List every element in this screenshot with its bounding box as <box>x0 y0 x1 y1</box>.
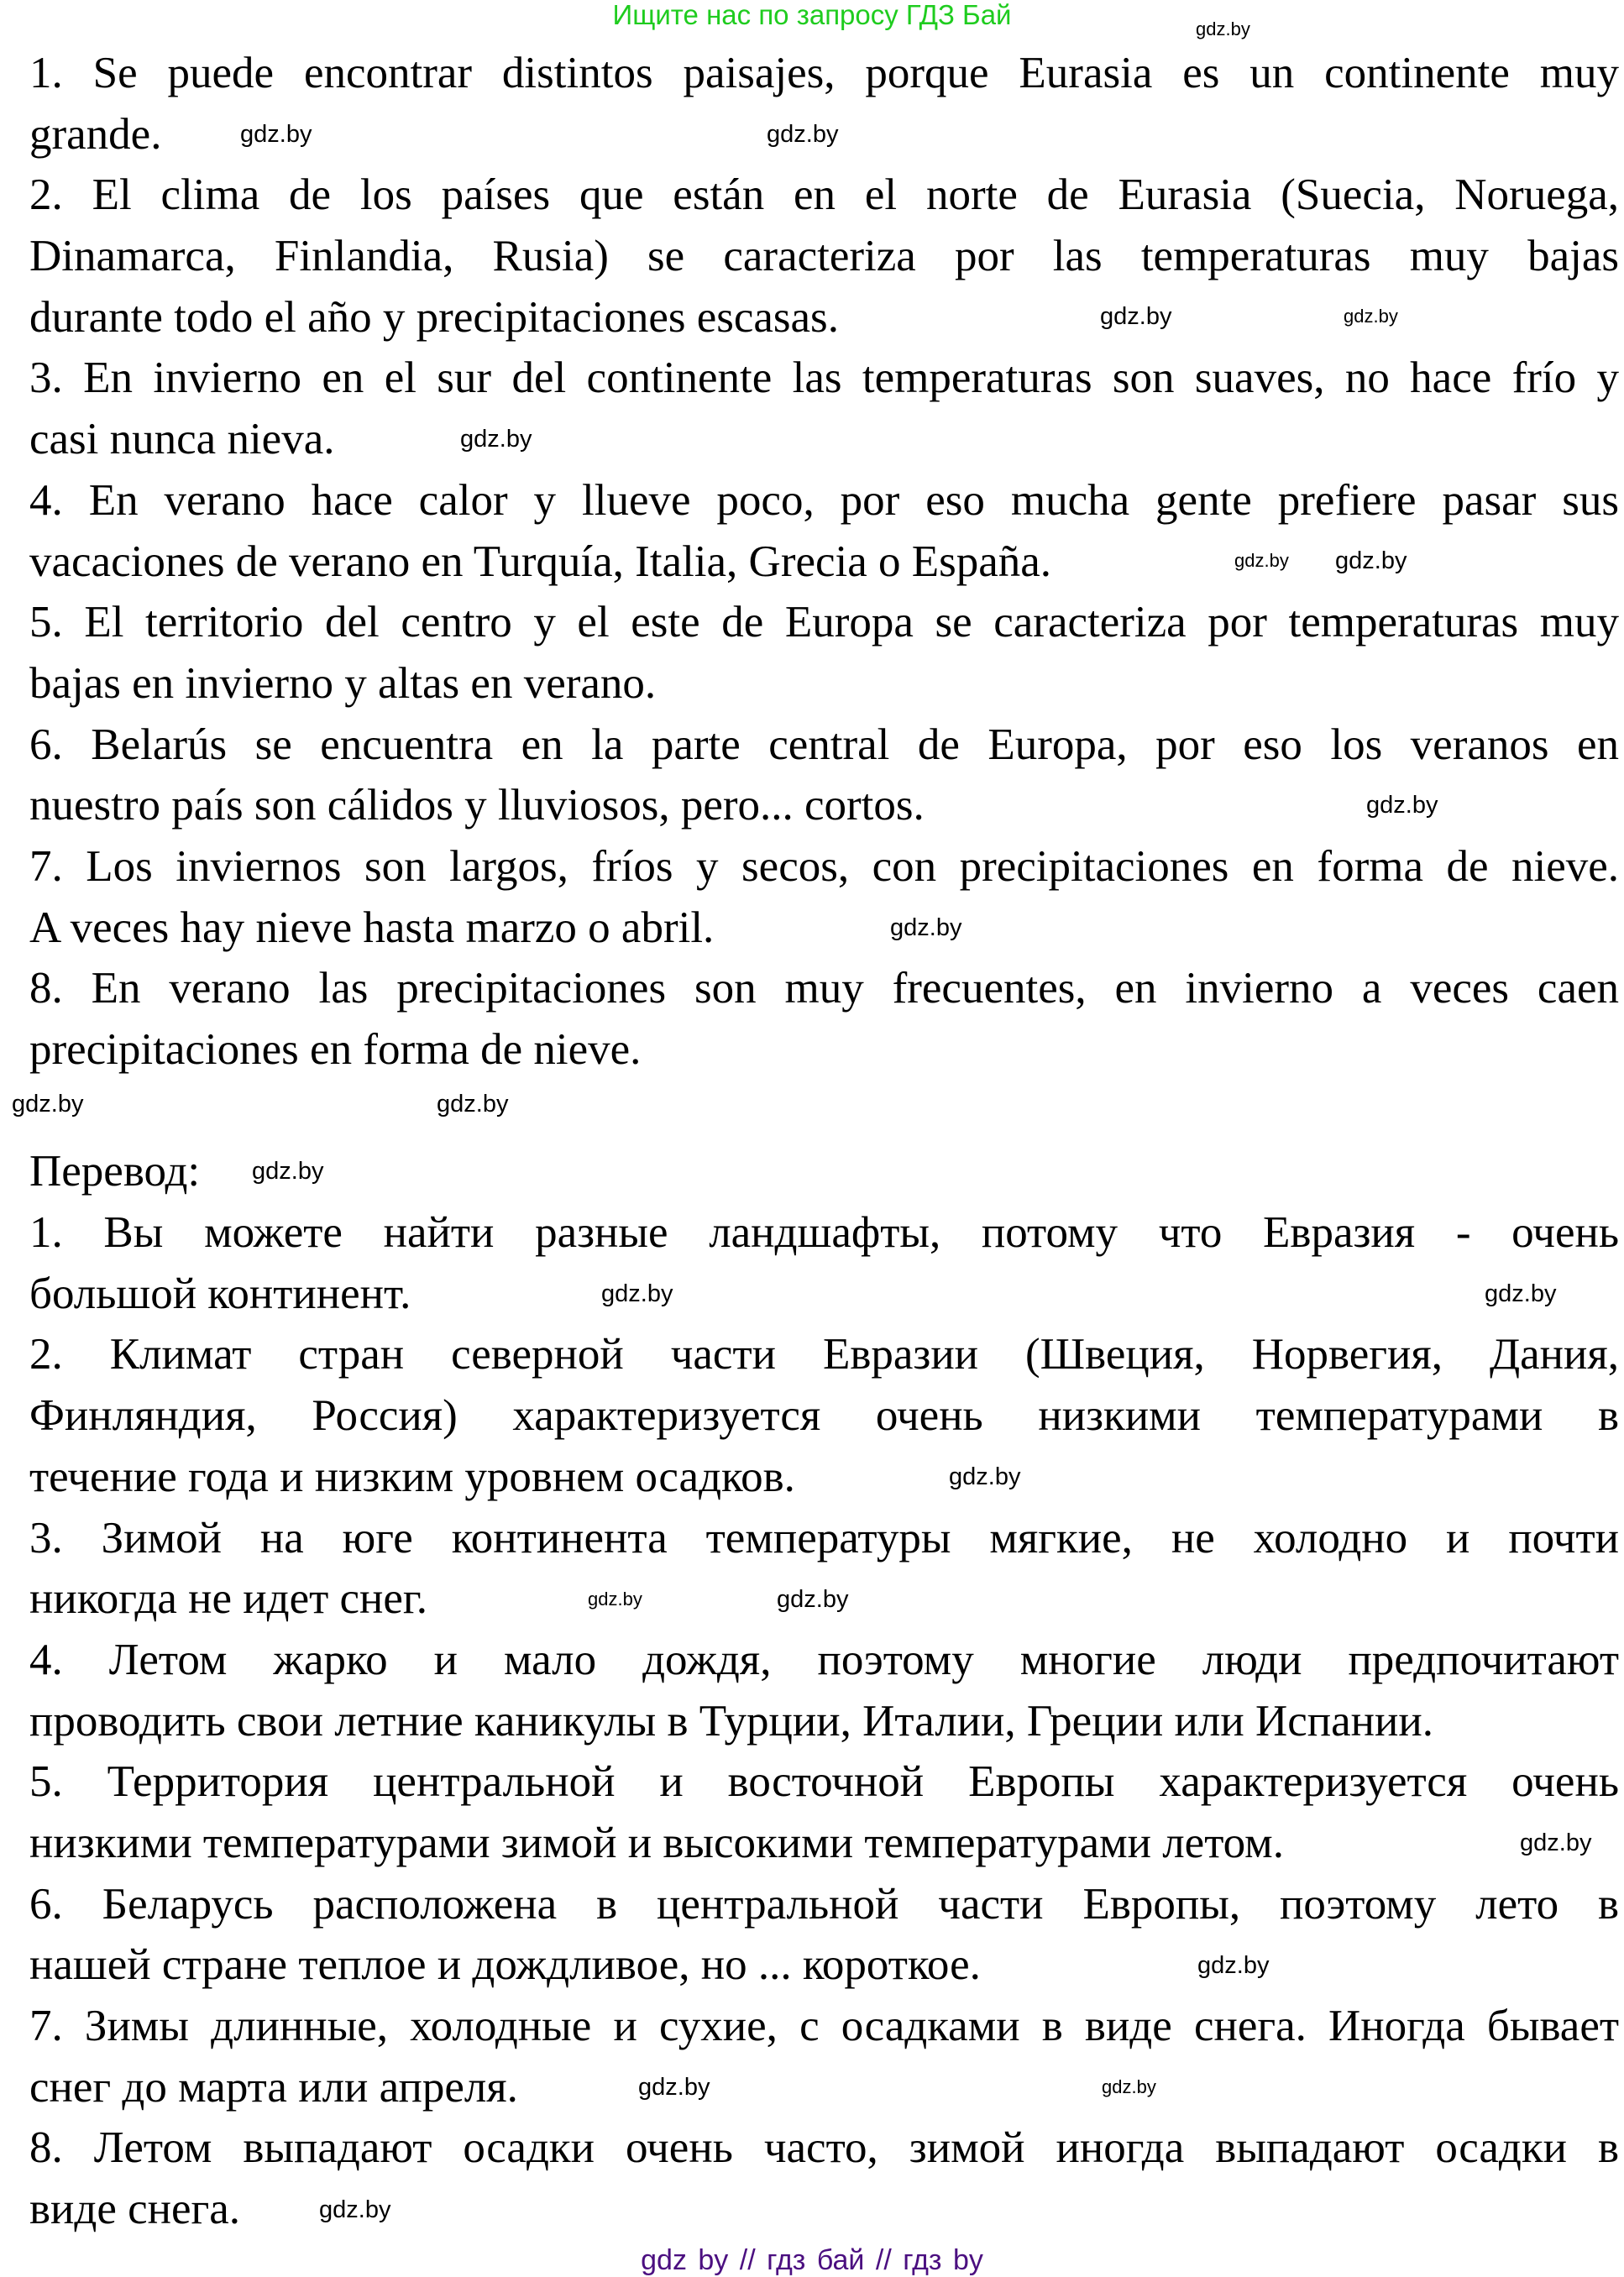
spanish-answer-line: 7. Los inviernos son largos, fríos y secos, con precipitaciones en forma de nieve. <box>29 841 1619 891</box>
spanish-answer-line: 1. Se puede encontrar distintos paisajes, porque Eurasia es un continente muy <box>29 49 1619 97</box>
watermark: gdz.by <box>1197 1952 1270 1979</box>
translation-heading: Перевод: <box>29 1147 201 1196</box>
spanish-answer-line: precipitaciones en forma de nieve. <box>29 1025 642 1074</box>
russian-translation-line: 5. Территория центральной и восточной Европы характеризуется очень <box>29 1757 1619 1807</box>
document-body <box>29 43 1619 2240</box>
spacer <box>29 1081 1619 1142</box>
spanish-answer-line: vacaciones de verano en Turquía, Italia, Grecia o España. <box>29 537 1052 586</box>
watermark: gdz.by <box>240 121 312 148</box>
watermark: gdz.by <box>777 1586 849 1613</box>
watermark: gdz.by <box>1344 306 1398 327</box>
watermark: gdz.by <box>949 1463 1021 1490</box>
russian-translation-line: проводить свои летние каникулы в Турции, Италии, Греции или Испании. <box>29 1696 1433 1746</box>
russian-translation-line: 7. Зимы длинные, холодные и сухие, с осадками в виде снега. Иногда бывает <box>29 2002 1619 2050</box>
spanish-answer-line: 5. El territorio del centro y el este de Europa se caracteriza por temperaturas muy <box>29 598 1619 647</box>
site-footer: gdz by // гдз бай // гдз by <box>641 2244 983 2276</box>
spanish-answer-line: A veces hay nieve hasta marzo o abril. <box>29 903 715 952</box>
spanish-answer-line: 4. En verano hace calor y llueve poco, por eso mucha gente prefiere pasar sus <box>29 475 1619 525</box>
russian-translation-line: 4. Летом жарко и мало дождя, поэтому многие люди предпочитают <box>29 1635 1619 1684</box>
watermark: gdz.by <box>460 426 532 453</box>
watermark: gdz.by <box>890 914 962 941</box>
russian-translation-line: 1. Вы можете найти разные ландшафты, потому что Евразия - очень <box>29 1208 1619 1258</box>
spanish-answer-line: Dinamarca, Finlandia, Rusia) se caracteriza por las temperaturas muy bajas <box>29 232 1619 281</box>
watermark: gdz.by <box>1234 550 1289 571</box>
spanish-answer-line: 6. Belarús se encuentra en la parte central de Europa, por eso los veranos en <box>29 720 1619 769</box>
spanish-answer-line: 2. El clima de los países que están en el norte de Eurasia (Suecia, Noruega, <box>29 170 1619 220</box>
watermark: gdz.by <box>601 1280 673 1307</box>
spanish-answer-line: nuestro país son cálidos y lluviosos, pero... cortos. <box>29 781 925 830</box>
watermark: gdz.by <box>1335 547 1407 574</box>
russian-translation-line: 8. Летом выпадают осадки очень часто, зимой иногда выпадают осадки в <box>29 2123 1619 2173</box>
russian-translation-line: течение года и низким уровнем осадков. <box>29 1452 795 1501</box>
russian-translation-line: Финляндия, Россия) характеризуется очень низкими температурами в <box>29 1391 1619 1441</box>
spanish-answer-line: grande. <box>29 109 162 159</box>
spanish-answer-line: casi nunca nieva. <box>29 415 335 464</box>
watermark: gdz.by <box>1485 1280 1557 1307</box>
russian-translation-line: снег до марта или апреля. <box>29 2062 518 2112</box>
spanish-answer-line: 8. En verano las precipitaciones son muy frecuentes, en invierno a veces caen <box>29 964 1619 1013</box>
site-banner: Ищите нас по запросу ГДЗ Бай <box>612 0 1012 30</box>
watermark: gdz.by <box>252 1158 324 1185</box>
spanish-answer-line: bajas en invierno y altas en verano. <box>29 658 657 708</box>
watermark: gdz.by <box>1520 1829 1592 1856</box>
watermark: gdz.by <box>1100 303 1172 330</box>
watermark: gdz.by <box>638 2074 710 2101</box>
watermark: gdz.by <box>1366 792 1438 819</box>
watermark: gdz.by <box>1196 18 1250 39</box>
spanish-answer-line: 3. En invierno en el sur del continente las temperaturas son suaves, no hace frío y <box>29 353 1619 403</box>
russian-translation-line: низкими температурами зимой и высокими температурами летом. <box>29 1818 1284 1867</box>
russian-translation-line: 3. Зимой на юге континента температуры мягкие, не холодно и почти <box>29 1513 1619 1562</box>
watermark: gdz.by <box>767 121 839 148</box>
russian-translation-line: большой континент. <box>29 1269 411 1318</box>
russian-translation-line: нашей стране теплое и дождливое, но ... короткое. <box>29 1940 981 1990</box>
watermark: gdz.by <box>12 1091 84 1118</box>
watermark: gdz.by <box>1102 2076 1156 2097</box>
watermark: gdz.by <box>319 2196 391 2223</box>
russian-translation-line: 2. Климат стран северной части Евразии (Швеция, Норвегия, Дания, <box>29 1330 1619 1379</box>
russian-translation-line: 6. Беларусь расположена в центральной части Европы, поэтому лето в <box>29 1879 1619 1929</box>
russian-translation-line: никогда не идет снег. <box>29 1574 427 1624</box>
watermark: gdz.by <box>437 1091 509 1118</box>
spanish-answer-line: durante todo el año y precipitaciones escasas. <box>29 292 839 342</box>
russian-translation-line: виде снега. <box>29 2185 241 2234</box>
watermark: gdz.by <box>588 1589 642 1610</box>
